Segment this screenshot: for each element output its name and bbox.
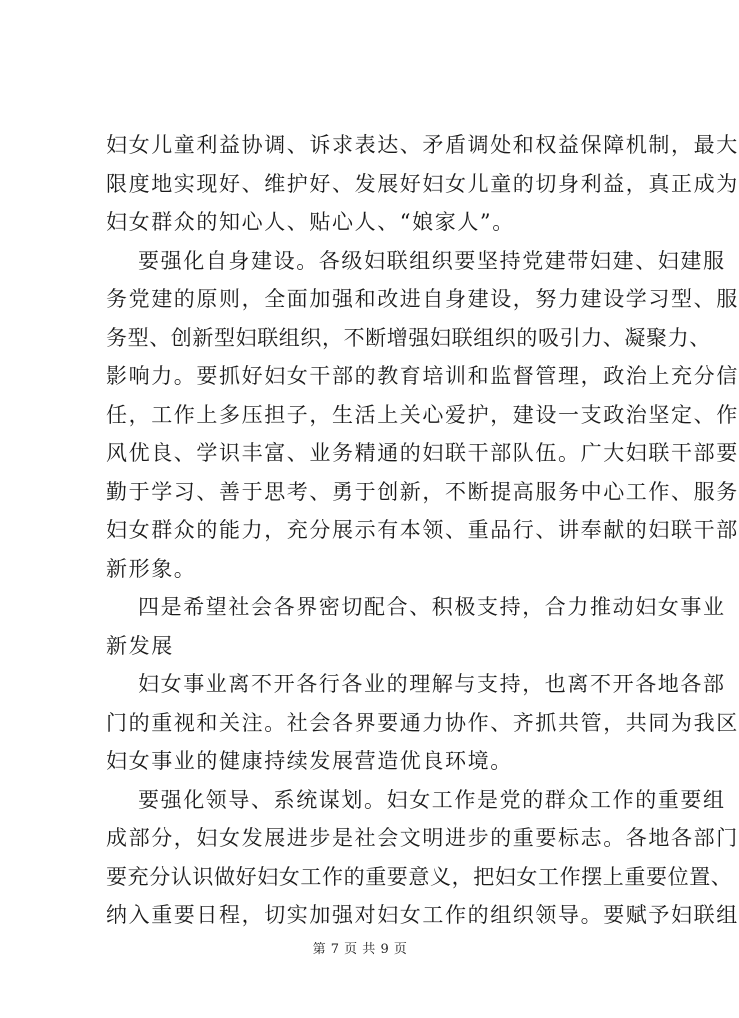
text-line: 新形象。: [106, 556, 197, 581]
text-line: 纳入重要日程，切实加强对妇女工作的组织领导。要赋予妇联组: [106, 903, 739, 927]
text-line: 限度地实现好、维护好、发展好妇女儿童的切身利益，真正成为: [106, 171, 739, 196]
paragraph-start-line: 要强化领导、系统谋划。妇女工作是党的群众工作的重要组: [138, 787, 726, 812]
section-heading-line: 四是希望社会各界密切配合、积极支持，合力推动妇女事业: [138, 595, 726, 619]
body-text: [106, 126, 739, 935]
text-line: 成部分，妇女发展进步是社会文明进步的重要标志。各地各部门: [106, 826, 739, 850]
paragraph-start-line: 妇女事业离不开各行各业的理解与支持，也离不开各地各部: [138, 672, 726, 696]
text-line: 务党建的原则，全面加强和改进自身建设，努力建设学习型、服: [106, 287, 739, 311]
page-number-footer: 第 7 页 共 9 页: [312, 942, 408, 957]
paragraph-start-line: 要强化自身建设。各级妇联组织要坚持党建带妇建、妇建服: [138, 248, 726, 273]
text-line: 妇女事业的健康持续发展营造优良环境。: [106, 749, 513, 773]
text-line: 要充分认识做好妇女工作的重要意义，把妇女工作摆上重要位置、: [106, 864, 733, 889]
text-line: 勤于学习、善于思考、勇于创新，不断提高服务中心工作、服务: [106, 479, 739, 504]
text-line: 妇女群众的知心人、贴心人、“娘家人”。: [106, 210, 515, 234]
text-line: 务型、创新型妇联组织，不断增强妇联组织的吸引力、凝聚力、: [106, 325, 711, 350]
text-line: 风优良、学识丰富、业务精通的妇联干部队伍。广大妇联干部要: [106, 441, 739, 465]
section-heading-line: 新发展: [106, 633, 174, 658]
text-line: 影响力。要抓好妇女干部的教育培训和监督管理，政治上充分信: [106, 364, 739, 388]
text-line: 门的重视和关注。社会各界要通力协作、齐抓共管，共同为我区: [106, 710, 739, 735]
text-line: 妇女群众的能力，充分展示有本领、重品行、讲奉献的妇联干部: [106, 518, 739, 542]
text-line: 任，工作上多压担子，生活上关心爱护，建设一支政治坚定、作: [106, 402, 739, 427]
text-line: 妇女儿童利益协调、诉求表达、矛盾调处和权益保障机制，最大: [106, 133, 739, 157]
